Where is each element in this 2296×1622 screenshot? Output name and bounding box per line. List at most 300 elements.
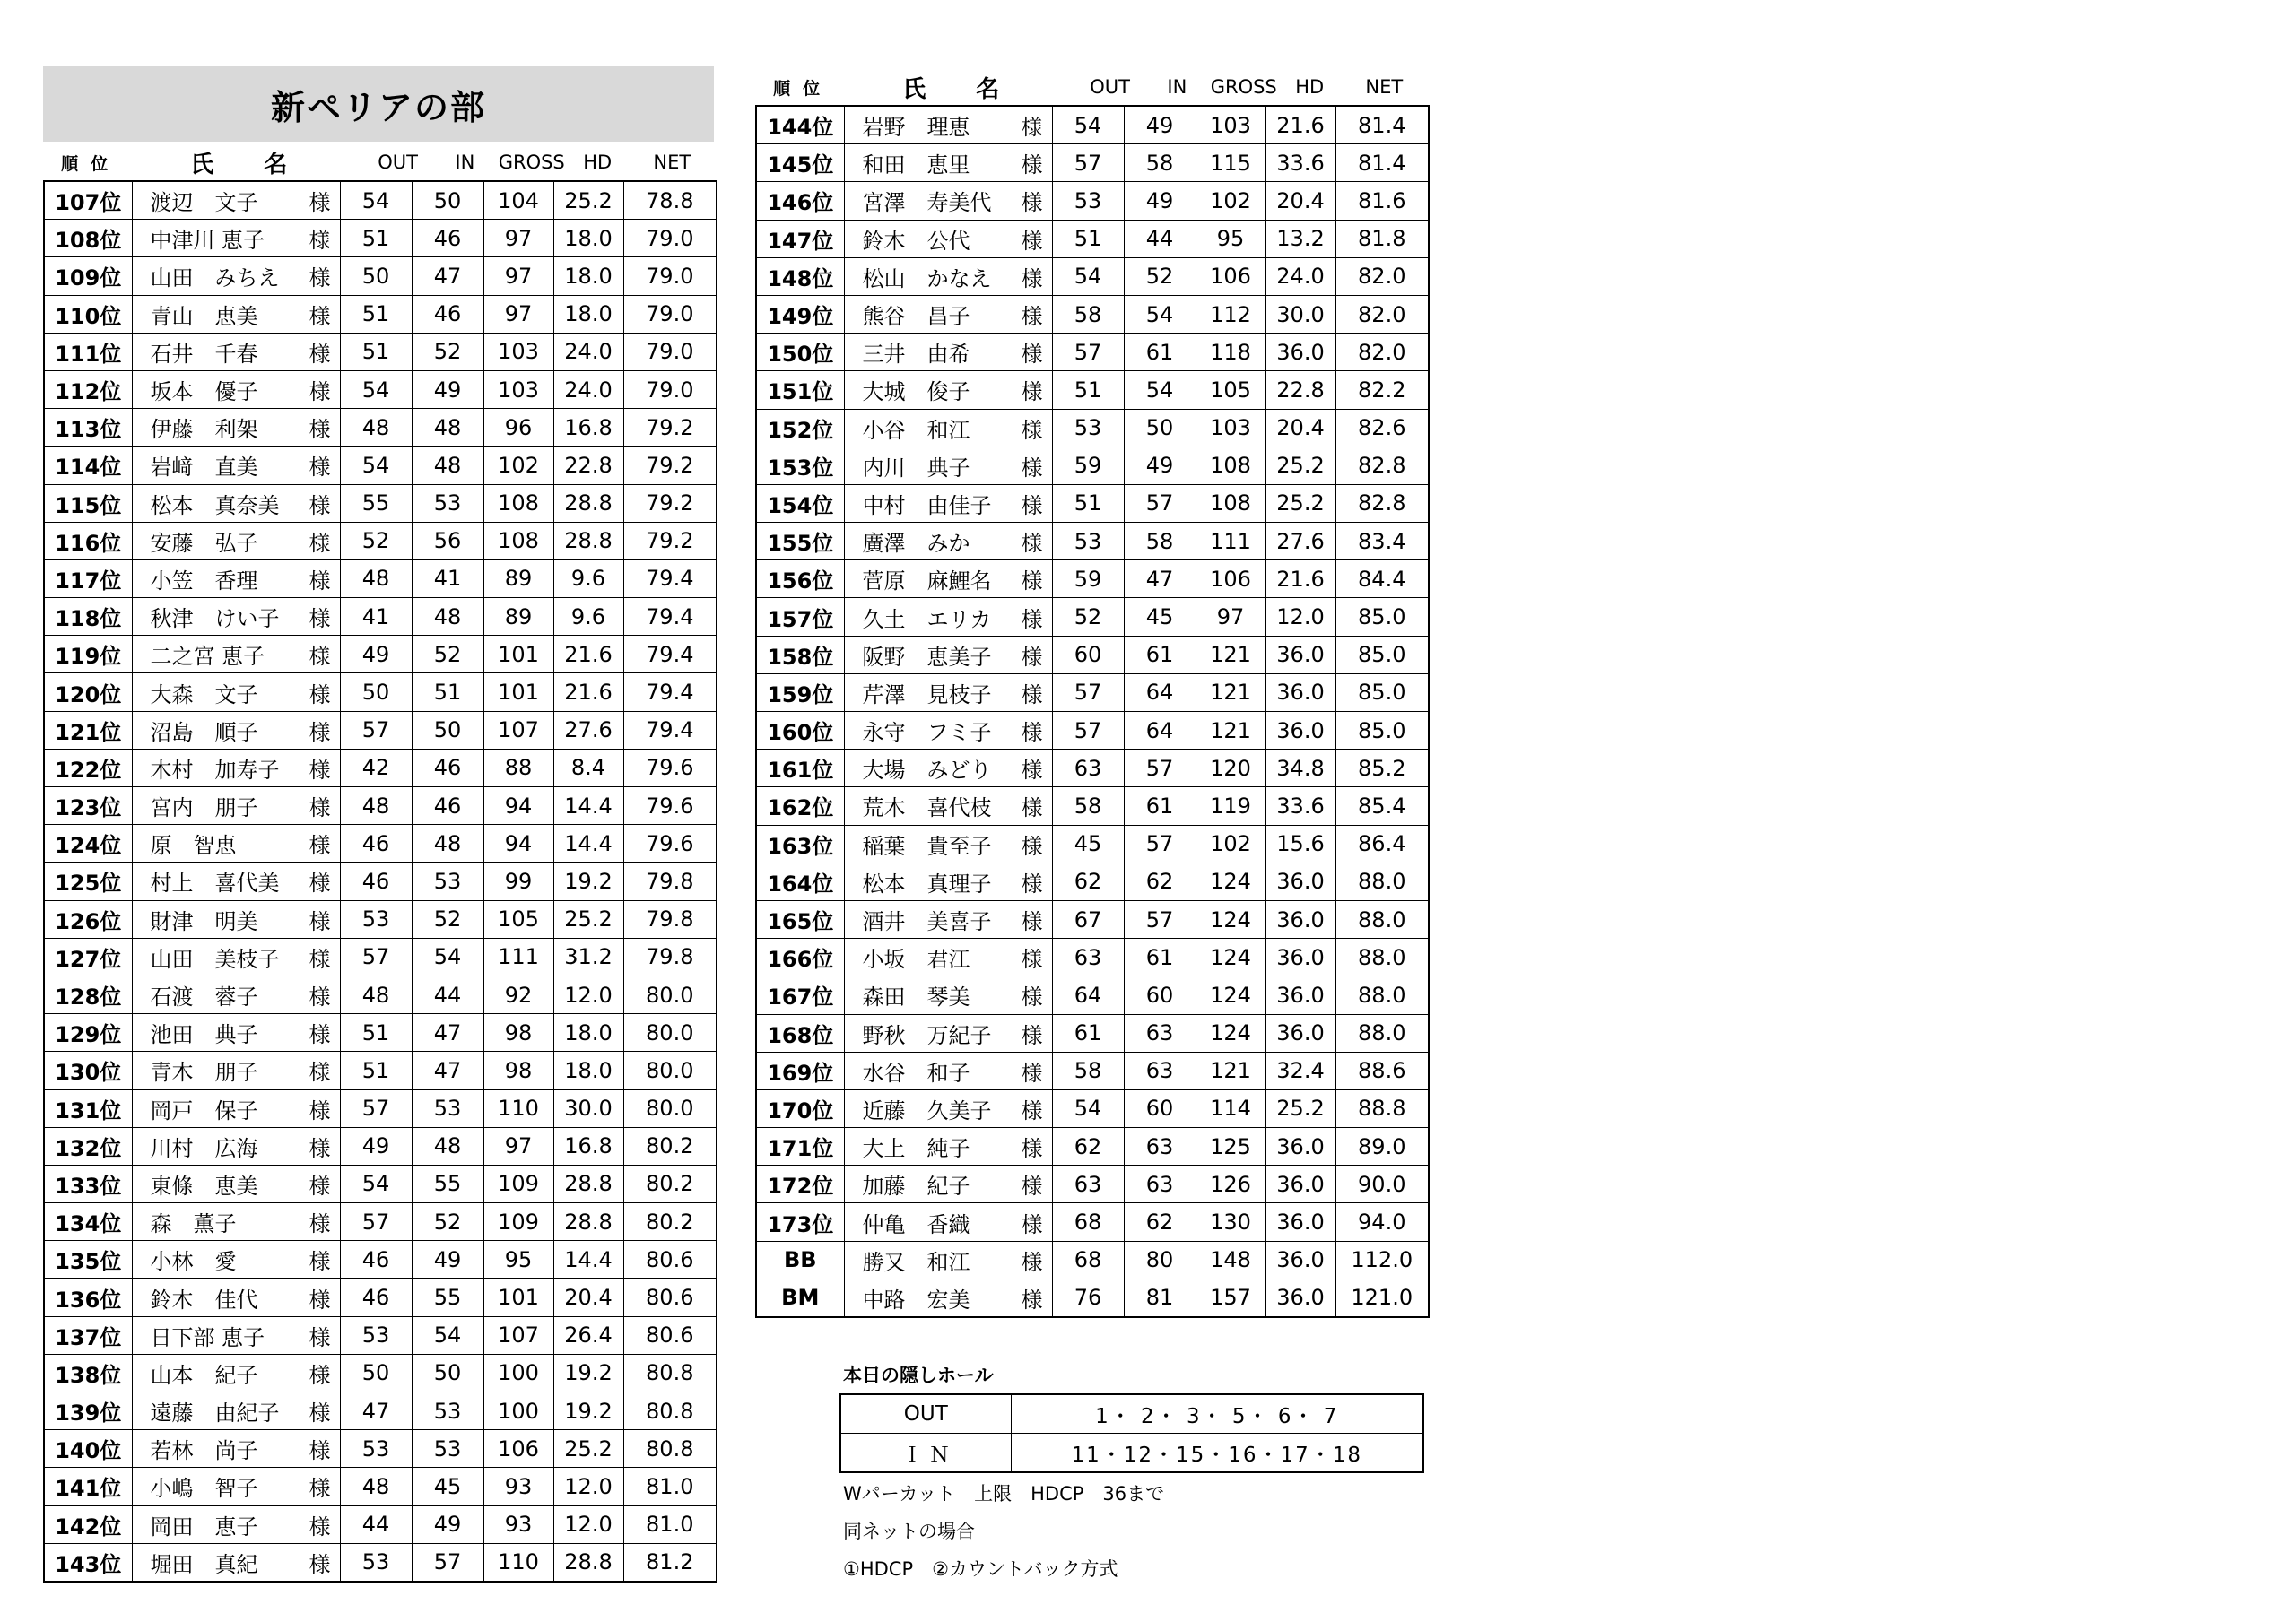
name-cell: 池田 典子 xyxy=(132,1014,302,1052)
net-cell: 81.8 xyxy=(1335,220,1429,257)
rank-cell: 145位 xyxy=(756,144,844,182)
net-cell: 81.0 xyxy=(623,1468,717,1505)
honorific-cell: 様 xyxy=(1014,484,1052,522)
hd-cell: 9.6 xyxy=(553,559,623,597)
honorific-cell: 様 xyxy=(302,1543,340,1582)
gross-cell: 102 xyxy=(483,447,553,484)
gross-cell: 106 xyxy=(1196,257,1265,295)
name-cell: 野秋 万紀子 xyxy=(844,1014,1014,1052)
table-row xyxy=(44,1430,717,1468)
hd-cell: 36.0 xyxy=(1265,1241,1335,1279)
out-cell: 53 xyxy=(1052,523,1124,560)
net-cell: 80.6 xyxy=(623,1241,717,1279)
in-cell: 49 xyxy=(412,370,483,408)
out-cell: 45 xyxy=(1052,825,1124,863)
rank-cell: 121位 xyxy=(44,711,132,749)
table-row xyxy=(756,182,1429,220)
table-row xyxy=(756,106,1429,144)
rank-cell: 127位 xyxy=(44,938,132,976)
table-row xyxy=(44,938,717,976)
table-row xyxy=(44,1468,717,1505)
name-cell: 沼島 順子 xyxy=(132,711,302,749)
rank-cell: 149位 xyxy=(756,295,844,333)
name-cell: 宮内 朋子 xyxy=(132,787,302,825)
table-row xyxy=(44,636,717,673)
gross-cell: 106 xyxy=(1196,560,1265,598)
table-row xyxy=(44,447,717,484)
in-cell: 60 xyxy=(1124,976,1196,1014)
gross-cell: 157 xyxy=(1196,1279,1265,1317)
hd-cell: 15.6 xyxy=(1265,825,1335,863)
out-cell: 57 xyxy=(340,711,412,749)
gross-cell: 124 xyxy=(1196,1014,1265,1052)
gross-cell: 95 xyxy=(1196,220,1265,257)
name-cell: 堀田 真紀 xyxy=(132,1543,302,1582)
table-row xyxy=(44,333,717,370)
name-cell: 石井 千春 xyxy=(132,333,302,370)
in-cell: 49 xyxy=(1124,447,1196,484)
table-row xyxy=(756,447,1429,484)
honorific-cell: 様 xyxy=(302,825,340,863)
in-cell: 63 xyxy=(1124,1166,1196,1203)
rank-cell: 114位 xyxy=(44,447,132,484)
header-out: OUT xyxy=(1090,76,1131,98)
honorific-cell: 様 xyxy=(1014,295,1052,333)
out-cell: 55 xyxy=(340,484,412,522)
out-cell: 50 xyxy=(340,673,412,711)
in-cell: 48 xyxy=(412,598,483,636)
gross-cell: 108 xyxy=(1196,484,1265,522)
name-cell: 川村 広海 xyxy=(132,1127,302,1165)
table-row xyxy=(756,673,1429,711)
gross-cell: 103 xyxy=(1196,106,1265,144)
in-cell: 63 xyxy=(1124,1052,1196,1089)
header-hd: HD xyxy=(583,152,613,173)
out-cell: 76 xyxy=(1052,1279,1124,1317)
honorific-cell: 様 xyxy=(1014,712,1052,750)
hd-cell: 28.8 xyxy=(553,1165,623,1202)
in-cell: 45 xyxy=(1124,598,1196,636)
gross-cell: 148 xyxy=(1196,1241,1265,1279)
in-cell: 57 xyxy=(1124,900,1196,938)
out-cell: 57 xyxy=(340,1203,412,1241)
hd-cell: 19.2 xyxy=(553,1392,623,1430)
in-cell: 54 xyxy=(1124,371,1196,409)
hd-cell: 18.0 xyxy=(553,1014,623,1052)
table-row xyxy=(44,1505,717,1543)
table-row xyxy=(756,750,1429,787)
out-cell: 58 xyxy=(1052,295,1124,333)
in-cell: 50 xyxy=(1124,409,1196,447)
gross-cell: 103 xyxy=(483,333,553,370)
rank-cell: 135位 xyxy=(44,1241,132,1279)
in-cell: 44 xyxy=(412,976,483,1013)
table-row xyxy=(44,1392,717,1430)
hd-cell: 25.2 xyxy=(1265,484,1335,522)
hd-cell: 22.8 xyxy=(1265,371,1335,409)
out-cell: 53 xyxy=(1052,182,1124,220)
name-cell: 三井 由希 xyxy=(844,334,1014,371)
table-row xyxy=(44,409,717,447)
gross-cell: 103 xyxy=(483,370,553,408)
gross-cell: 97 xyxy=(483,220,553,257)
out-cell: 54 xyxy=(340,370,412,408)
honorific-cell: 様 xyxy=(302,1468,340,1505)
table-row xyxy=(44,1241,717,1279)
in-cell: 58 xyxy=(1124,144,1196,182)
name-cell: 松本 真理子 xyxy=(844,863,1014,900)
table-row xyxy=(44,787,717,825)
out-cell: 60 xyxy=(1052,636,1124,673)
honorific-cell: 様 xyxy=(302,559,340,597)
rank-cell: 113位 xyxy=(44,409,132,447)
name-cell: 二之宮 恵子 xyxy=(132,636,302,673)
rank-cell: 164位 xyxy=(756,863,844,900)
honorific-cell: 様 xyxy=(1014,106,1052,144)
table-row xyxy=(44,711,717,749)
in-cell: 51 xyxy=(412,673,483,711)
hd-cell: 31.2 xyxy=(553,938,623,976)
hd-cell: 24.0 xyxy=(1265,257,1335,295)
header-rank: 順位 xyxy=(61,153,121,174)
hd-cell: 14.4 xyxy=(553,825,623,863)
gross-cell: 124 xyxy=(1196,863,1265,900)
gross-cell: 111 xyxy=(483,938,553,976)
name-cell: 坂本 優子 xyxy=(132,370,302,408)
honorific-cell: 様 xyxy=(302,181,340,220)
name-cell: 鈴木 公代 xyxy=(844,220,1014,257)
gross-cell: 111 xyxy=(1196,523,1265,560)
out-cell: 63 xyxy=(1052,1166,1124,1203)
net-cell: 88.0 xyxy=(1335,1014,1429,1052)
hd-cell: 34.8 xyxy=(1265,750,1335,787)
name-cell: 東條 恵美 xyxy=(132,1165,302,1202)
table-row xyxy=(44,295,717,333)
honorific-cell: 様 xyxy=(302,295,340,333)
name-cell: 安藤 弘子 xyxy=(132,522,302,559)
name-cell: 和田 恵里 xyxy=(844,144,1014,182)
gross-cell: 98 xyxy=(483,1014,553,1052)
table-row xyxy=(44,863,717,900)
gross-cell: 121 xyxy=(1196,712,1265,750)
hd-cell: 9.6 xyxy=(553,598,623,636)
hd-cell: 36.0 xyxy=(1265,1166,1335,1203)
net-cell: 80.6 xyxy=(623,1279,717,1316)
net-cell: 82.8 xyxy=(1335,484,1429,522)
table-row xyxy=(44,1354,717,1392)
in-cell: 48 xyxy=(412,825,483,863)
out-cell: 54 xyxy=(340,181,412,220)
rank-cell: 165位 xyxy=(756,900,844,938)
honorific-cell: 様 xyxy=(1014,1089,1052,1127)
net-cell: 79.4 xyxy=(623,673,717,711)
name-cell: 荒木 喜代枝 xyxy=(844,787,1014,825)
out-cell: 57 xyxy=(1052,144,1124,182)
in-cell: 54 xyxy=(412,1316,483,1354)
table-row xyxy=(756,484,1429,522)
honorific-cell: 様 xyxy=(302,1127,340,1165)
out-cell: 46 xyxy=(340,1279,412,1316)
gross-cell: 89 xyxy=(483,559,553,597)
table-row xyxy=(44,220,717,257)
name-cell: 松山 かなえ xyxy=(844,257,1014,295)
gross-cell: 119 xyxy=(1196,787,1265,825)
table-row xyxy=(756,1166,1429,1203)
out-cell: 51 xyxy=(1052,371,1124,409)
hd-cell: 21.6 xyxy=(553,673,623,711)
header-in: IN xyxy=(455,152,475,173)
in-cell: 47 xyxy=(412,1014,483,1052)
gross-cell: 126 xyxy=(1196,1166,1265,1203)
honorific-cell: 様 xyxy=(1014,409,1052,447)
table-row xyxy=(44,1543,717,1582)
rank-cell: 108位 xyxy=(44,220,132,257)
net-cell: 79.0 xyxy=(623,295,717,333)
net-cell: 83.4 xyxy=(1335,523,1429,560)
hd-cell: 12.0 xyxy=(1265,598,1335,636)
name-cell: 仲亀 香織 xyxy=(844,1203,1014,1241)
hd-cell: 28.8 xyxy=(553,1543,623,1582)
hd-cell: 36.0 xyxy=(1265,900,1335,938)
out-cell: 53 xyxy=(1052,409,1124,447)
name-cell: 小笠 香理 xyxy=(132,559,302,597)
out-cell: 46 xyxy=(340,863,412,900)
net-cell: 80.0 xyxy=(623,1089,717,1127)
gross-cell: 101 xyxy=(483,1279,553,1316)
header-name: 氏名 xyxy=(902,75,1050,103)
out-cell: 54 xyxy=(340,447,412,484)
in-cell: 44 xyxy=(1124,220,1196,257)
in-cell: 49 xyxy=(1124,182,1196,220)
note-cut: Wパーカット 上限 HDCP 36まで xyxy=(843,1483,1165,1505)
out-cell: 59 xyxy=(1052,447,1124,484)
honorific-cell: 様 xyxy=(302,749,340,786)
net-cell: 79.8 xyxy=(623,900,717,938)
hd-cell: 21.6 xyxy=(1265,106,1335,144)
rank-cell: 112位 xyxy=(44,370,132,408)
rank-cell: 126位 xyxy=(44,900,132,938)
hd-cell: 13.2 xyxy=(1265,220,1335,257)
honorific-cell: 様 xyxy=(302,522,340,559)
honorific-cell: 様 xyxy=(302,370,340,408)
hd-cell: 14.4 xyxy=(553,787,623,825)
out-cell: 50 xyxy=(340,257,412,295)
rank-cell: 130位 xyxy=(44,1052,132,1089)
left-table-header xyxy=(43,145,714,179)
gross-cell: 103 xyxy=(1196,409,1265,447)
gross-cell: 130 xyxy=(1196,1203,1265,1241)
rank-cell: BM xyxy=(756,1279,844,1317)
name-cell: 小林 愛 xyxy=(132,1241,302,1279)
table-row xyxy=(756,144,1429,182)
header-name: 氏名 xyxy=(190,151,338,178)
table-row xyxy=(44,1279,717,1316)
honorific-cell: 様 xyxy=(1014,787,1052,825)
rank-cell: 144位 xyxy=(756,106,844,144)
header-net: NET xyxy=(1365,76,1404,98)
table-row xyxy=(44,181,717,220)
net-cell: 79.8 xyxy=(623,938,717,976)
hd-cell: 26.4 xyxy=(553,1316,623,1354)
in-cell: 46 xyxy=(412,749,483,786)
net-cell: 81.4 xyxy=(1335,144,1429,182)
net-cell: 85.2 xyxy=(1335,750,1429,787)
gross-cell: 109 xyxy=(483,1165,553,1202)
hd-cell: 19.2 xyxy=(553,1354,623,1392)
hd-cell: 27.6 xyxy=(1265,523,1335,560)
name-cell: 大上 純子 xyxy=(844,1128,1014,1166)
gross-cell: 105 xyxy=(483,900,553,938)
name-cell: 渡辺 文子 xyxy=(132,181,302,220)
net-cell: 88.8 xyxy=(1335,1089,1429,1127)
net-cell: 79.2 xyxy=(623,484,717,522)
out-cell: 63 xyxy=(1052,939,1124,976)
hidden-holes-title: 本日の隠しホール xyxy=(843,1365,994,1386)
table-row xyxy=(44,370,717,408)
in-cell: 52 xyxy=(412,333,483,370)
rank-cell: 173位 xyxy=(756,1203,844,1241)
honorific-cell: 様 xyxy=(302,598,340,636)
hd-cell: 27.6 xyxy=(553,711,623,749)
gross-cell: 121 xyxy=(1196,1052,1265,1089)
hd-cell: 30.0 xyxy=(553,1089,623,1127)
net-cell: 82.6 xyxy=(1335,409,1429,447)
header-gross: GROSS xyxy=(498,152,565,173)
in-cell: 57 xyxy=(1124,484,1196,522)
in-cell: 55 xyxy=(412,1279,483,1316)
table-row xyxy=(756,598,1429,636)
name-cell: 宮澤 寿美代 xyxy=(844,182,1014,220)
gross-cell: 118 xyxy=(1196,334,1265,371)
in-cell: 49 xyxy=(1124,106,1196,144)
name-cell: 近藤 久美子 xyxy=(844,1089,1014,1127)
table-row xyxy=(756,220,1429,257)
in-cell: 55 xyxy=(412,1165,483,1202)
honorific-cell: 様 xyxy=(1014,900,1052,938)
honorific-cell: 様 xyxy=(302,1052,340,1089)
net-cell: 85.0 xyxy=(1335,598,1429,636)
name-cell: 山本 紀子 xyxy=(132,1354,302,1392)
in-cell: 52 xyxy=(412,636,483,673)
out-cell: 44 xyxy=(340,1505,412,1543)
name-cell: 小嶋 智子 xyxy=(132,1468,302,1505)
gross-cell: 124 xyxy=(1196,976,1265,1014)
name-cell: 稲葉 貴至子 xyxy=(844,825,1014,863)
in-cell: 47 xyxy=(1124,560,1196,598)
hd-cell: 24.0 xyxy=(553,370,623,408)
net-cell: 79.0 xyxy=(623,333,717,370)
honorific-cell: 様 xyxy=(302,447,340,484)
in-cell: 64 xyxy=(1124,673,1196,711)
table-row xyxy=(756,712,1429,750)
net-cell: 80.8 xyxy=(623,1354,717,1392)
in-cell: 56 xyxy=(412,522,483,559)
in-cell: 48 xyxy=(412,447,483,484)
gross-cell: 112 xyxy=(1196,295,1265,333)
hidden-holes-label: OUT xyxy=(840,1394,1011,1434)
rank-cell: 107位 xyxy=(44,181,132,220)
hd-cell: 18.0 xyxy=(553,1052,623,1089)
out-cell: 48 xyxy=(340,1468,412,1505)
honorific-cell: 様 xyxy=(1014,144,1052,182)
net-cell: 88.0 xyxy=(1335,939,1429,976)
name-cell: 日下部 恵子 xyxy=(132,1316,302,1354)
gross-cell: 110 xyxy=(483,1089,553,1127)
net-cell: 79.0 xyxy=(623,257,717,295)
in-cell: 50 xyxy=(412,711,483,749)
out-cell: 54 xyxy=(340,1165,412,1202)
gross-cell: 92 xyxy=(483,976,553,1013)
name-cell: 永守 フミ子 xyxy=(844,712,1014,750)
gross-cell: 100 xyxy=(483,1392,553,1430)
out-cell: 41 xyxy=(340,598,412,636)
rank-cell: 148位 xyxy=(756,257,844,295)
in-cell: 57 xyxy=(1124,750,1196,787)
out-cell: 51 xyxy=(1052,220,1124,257)
table-row xyxy=(756,863,1429,900)
honorific-cell: 様 xyxy=(1014,523,1052,560)
table-row xyxy=(44,1089,717,1127)
rank-cell: 154位 xyxy=(756,484,844,522)
header-in: IN xyxy=(1167,76,1187,98)
header-gross: GROSS xyxy=(1210,76,1277,98)
hidden-holes-list: 1・ 2・ 3・ 5・ 6・ 7 xyxy=(1011,1394,1423,1434)
out-cell: 48 xyxy=(340,409,412,447)
hidden-holes-list: 11・12・15・16・17・18 xyxy=(1011,1434,1423,1473)
table-row xyxy=(756,334,1429,371)
in-cell: 60 xyxy=(1124,1089,1196,1127)
gross-cell: 93 xyxy=(483,1468,553,1505)
honorific-cell: 様 xyxy=(1014,863,1052,900)
honorific-cell: 様 xyxy=(302,787,340,825)
name-cell: 山田 みちえ xyxy=(132,257,302,295)
net-cell: 79.2 xyxy=(623,409,717,447)
gross-cell: 98 xyxy=(483,1052,553,1089)
header-hd: HD xyxy=(1295,76,1325,98)
name-cell: 水谷 和子 xyxy=(844,1052,1014,1089)
net-cell: 79.4 xyxy=(623,559,717,597)
table-row xyxy=(44,749,717,786)
out-cell: 62 xyxy=(1052,863,1124,900)
honorific-cell: 様 xyxy=(1014,939,1052,976)
hd-cell: 36.0 xyxy=(1265,1203,1335,1241)
page-title: 新ペリアの部 xyxy=(43,66,714,142)
honorific-cell: 様 xyxy=(302,1505,340,1543)
out-cell: 48 xyxy=(340,976,412,1013)
hd-cell: 33.6 xyxy=(1265,787,1335,825)
table-row xyxy=(44,900,717,938)
honorific-cell: 様 xyxy=(302,1316,340,1354)
gross-cell: 124 xyxy=(1196,900,1265,938)
out-cell: 61 xyxy=(1052,1014,1124,1052)
net-cell: 79.6 xyxy=(623,825,717,863)
net-cell: 89.0 xyxy=(1335,1128,1429,1166)
rank-cell: 142位 xyxy=(44,1505,132,1543)
gross-cell: 94 xyxy=(483,825,553,863)
note-tie: 同ネットの場合 xyxy=(843,1521,975,1542)
gross-cell: 124 xyxy=(1196,939,1265,976)
table-row xyxy=(44,825,717,863)
hidden-holes-table xyxy=(839,1393,1424,1473)
honorific-cell: 様 xyxy=(302,257,340,295)
gross-cell: 88 xyxy=(483,749,553,786)
rank-cell: 167位 xyxy=(756,976,844,1014)
rank-cell: 143位 xyxy=(44,1543,132,1582)
name-cell: 菅原 麻鯉名 xyxy=(844,560,1014,598)
net-cell: 79.6 xyxy=(623,787,717,825)
rank-cell: 122位 xyxy=(44,749,132,786)
name-cell: 木村 加寿子 xyxy=(132,749,302,786)
